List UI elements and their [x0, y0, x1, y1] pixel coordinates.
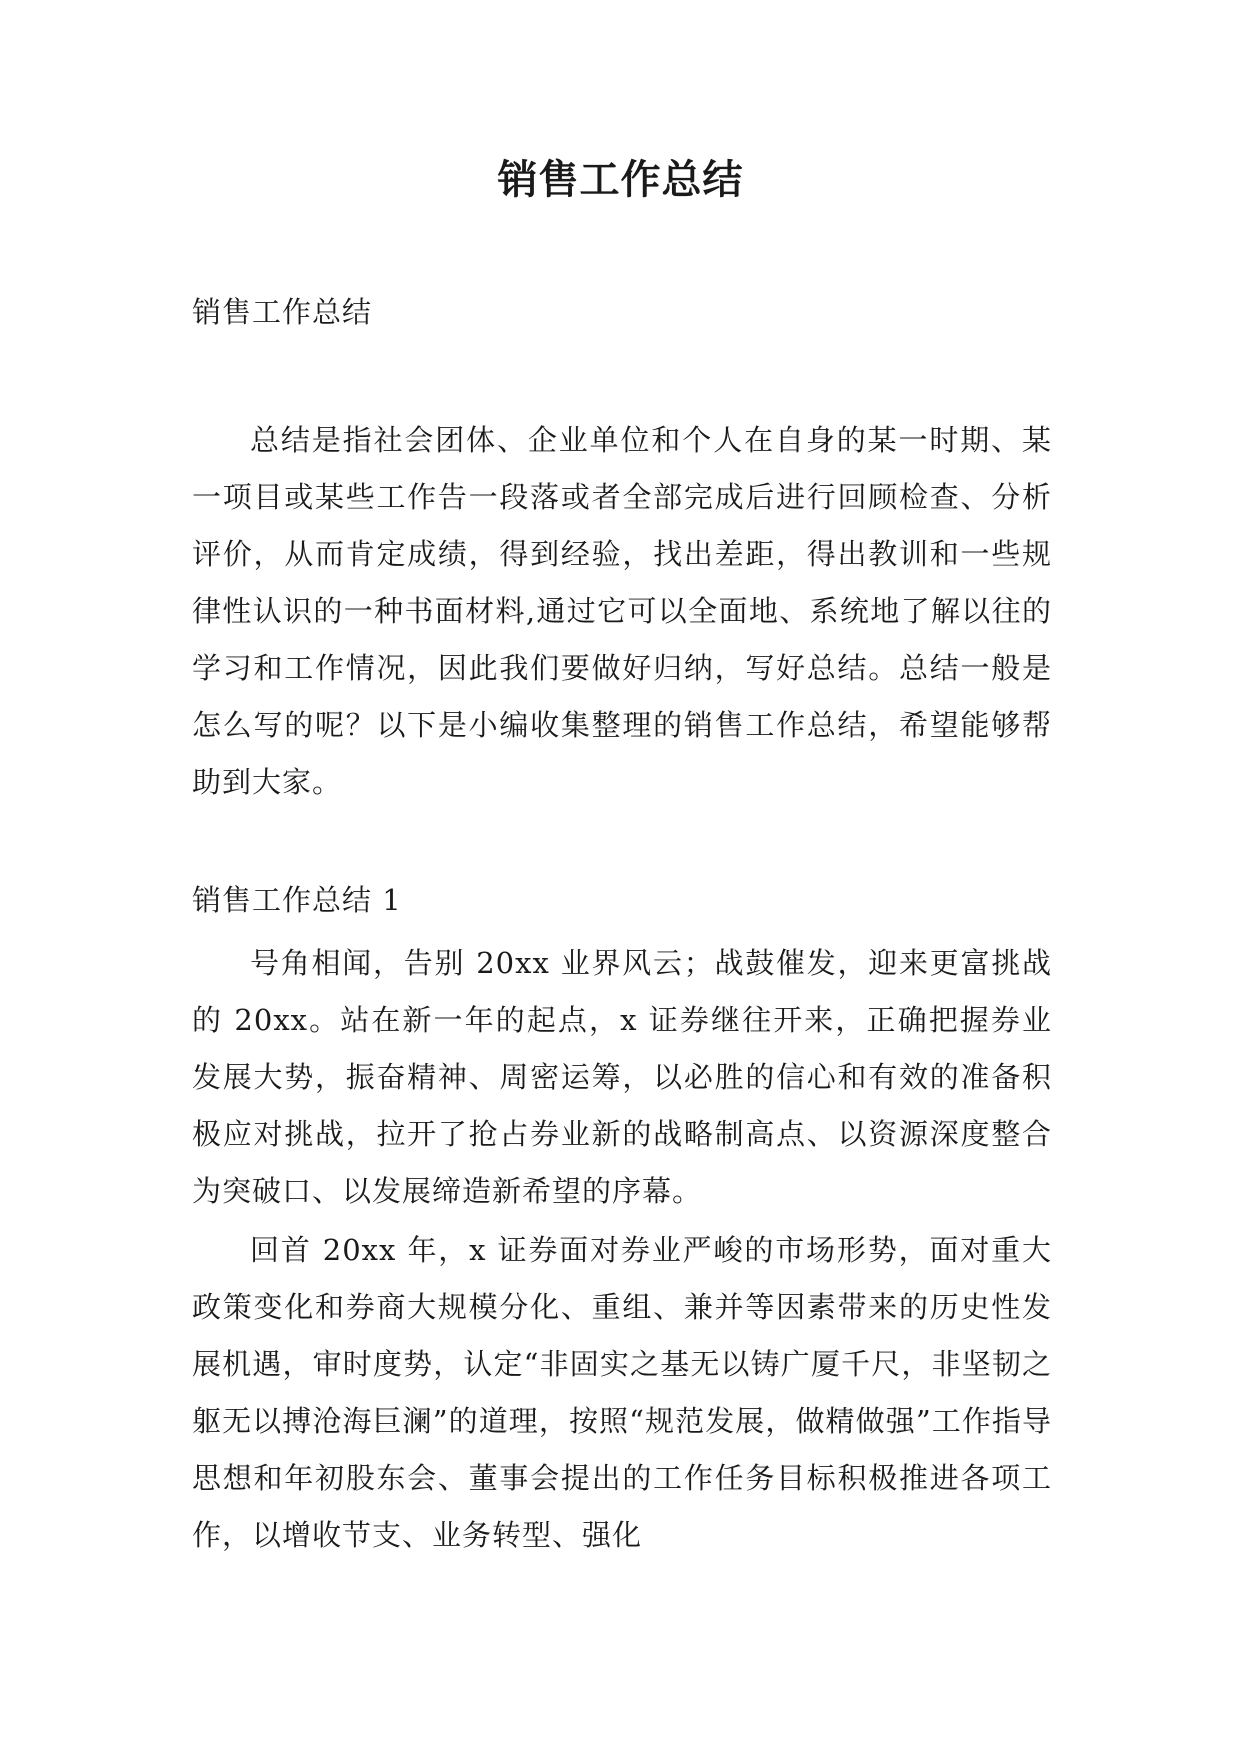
body-paragraph-2: 回首 20xx 年，x 证券面对券业严峻的市场形势，面对重大政策变化和券商大规模分化、重组、兼并等因素带来的历史性发展机遇，审时度势，认定“非固实之基无以铸广厦千尺，非坚韧之躯无以搏沧海巨澜”的道理，按照“规范发展，做精做强”工作指导思想和年初股东会、董事会提出的工作任务目标积极推进各项工作，以增收节支、业务转型、强化: [192, 1233, 1052, 1552]
intro-paragraph: 总结是指社会团体、企业单位和个人在自身的某一时期、某一项目或某些工作告一段落或者全部完成后进行回顾检查、分析评价，从而肯定成绩，得到经验，找出差距，得出教训和一些规律性认识的一种书面材料,通过它可以全面地、系统地了解以往的学习和工作情况，因此我们要做好归纳，写好总结。总结一般是怎么写的呢？以下是小编收集整理的销售工作总结，希望能够帮助到大家。: [192, 423, 1052, 799]
document-title: 销售工作总结: [497, 157, 744, 203]
body-paragraph-1: 号角相闻，告别 20xx 业界风云；战鼓催发，迎来更富挑战的 20xx。站在新一年的起点，x 证券继往开来，正确把握券业发展大势，振奋精神、周密运筹，以必胜的信心和有效的准备积极应对挑战，拉开了抢占券业新的战略制高点、以资源深度整合为突破口、以发展缔造新希望的序幕。: [192, 946, 1052, 1208]
document-subtitle: 销售工作总结: [192, 295, 373, 329]
section-heading: 销售工作总结 1: [192, 883, 402, 917]
